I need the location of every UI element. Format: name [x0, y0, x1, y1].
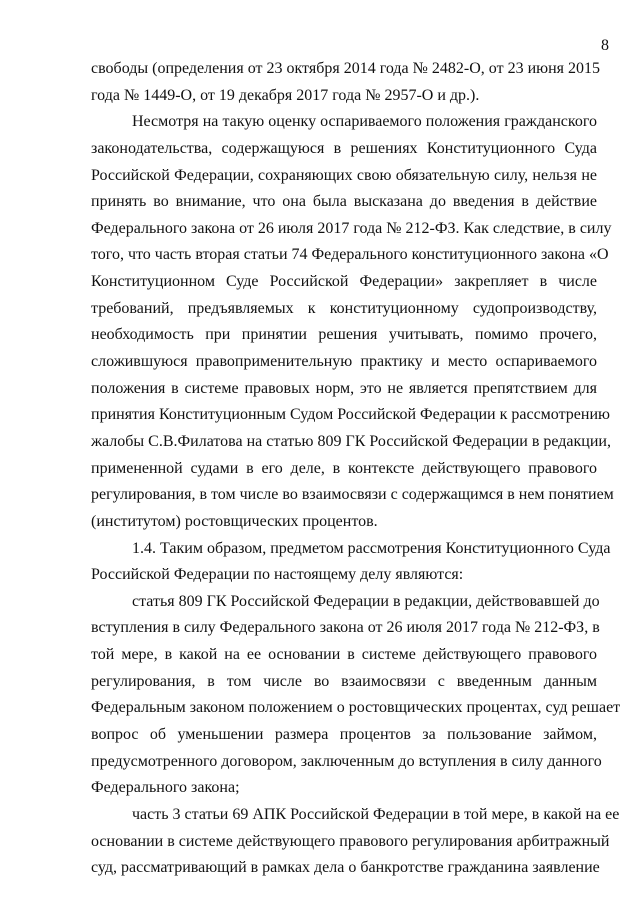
text-line: регулирования, в том числе во взаимосвязи с введенным данным: [91, 672, 597, 690]
text-line: Несмотря на такую оценку оспариваемого положения гражданского: [132, 113, 597, 131]
text-line: необходимость при принятии решения учитывать, помимо прочего,: [91, 326, 597, 344]
text-line: Конституционном Суде Российской Федерации» закрепляет в числе: [91, 273, 597, 291]
text-line: года № 1449-О, от 19 декабря 2017 года № 2957-О и др.).: [91, 86, 480, 104]
text-line: вступления в силу Федерального закона от 26 июля 2017 года № 212-ФЗ, в: [91, 619, 600, 637]
text-line: предусмотренного договором, заключенным до вступления в силу данного: [91, 752, 602, 770]
text-line: суд, рассматривающий в рамках дела о банкротстве гражданина заявление: [91, 859, 600, 877]
text-line: того, что часть вторая статьи 74 Федерального конституционного закона «О: [91, 246, 609, 264]
text-line: положения в системе правовых норм, это не является препятствием для: [91, 379, 597, 397]
text-line: Федерального закона от 26 июля 2017 года № 212-ФЗ. Как следствие, в силу: [91, 219, 612, 237]
text-line: (институтом) ростовщических процентов.: [91, 512, 378, 530]
paragraph: [91, 536, 611, 589]
text-line: основании в системе действующего правового регулирования арбитражный: [91, 832, 610, 850]
text-line: Федерального закона;: [91, 779, 240, 797]
document-body: [91, 56, 621, 882]
paragraph: [91, 802, 620, 882]
text-line: регулирования, в том числе во взаимосвязи с содержащимся в нем понятием: [91, 486, 614, 504]
text-line: той мере, в какой на ее основании в системе действующего правового: [91, 646, 597, 664]
text-line: часть 3 статьи 69 АПК Российской Федерации в той мере, в какой на ее: [132, 805, 620, 823]
page-number: 8: [601, 37, 609, 54]
text-line: требований, предъявляемых к конституционному судопроизводству,: [91, 299, 597, 317]
text-line: законодательства, содержащуюся в решениях Конституционного Суда: [91, 139, 597, 157]
paragraph: [91, 589, 621, 802]
paragraph: [91, 56, 601, 109]
text-line: примененной судами в его деле, в контексте действующего правового: [91, 459, 597, 477]
text-line: статья 809 ГК Российской Федерации в редакции, действовавшей до: [132, 592, 600, 610]
text-line: Федеральным законом положением о ростовщических процентах, суд решает: [91, 699, 621, 717]
text-line: вопрос об уменьшении размера процентов за пользование займом,: [91, 726, 597, 744]
text-line: жалобы С.В.Филатова на статью 809 ГК Российской Федерации в редакции,: [91, 432, 611, 450]
text-line: принять во внимание, что она была высказана до введения в действие: [91, 193, 597, 211]
text-line: 1.4. Таким образом, предметом рассмотрения Конституционного Суда: [132, 539, 611, 557]
text-line: сложившуюся правоприменительную практику и место оспариваемого: [91, 353, 597, 371]
text-line: Российской Федерации, сохраняющих свою обязательную силу, нельзя не: [91, 166, 597, 184]
text-line: свободы (определения от 23 октября 2014 года № 2482-О, от 23 июня 2015: [91, 60, 601, 77]
text-line: принятия Конституционным Судом Российской Федерации к рассмотрению: [91, 406, 610, 424]
text-line: Российской Федерации по настоящему делу являются:: [91, 566, 464, 584]
paragraph: [91, 109, 614, 535]
